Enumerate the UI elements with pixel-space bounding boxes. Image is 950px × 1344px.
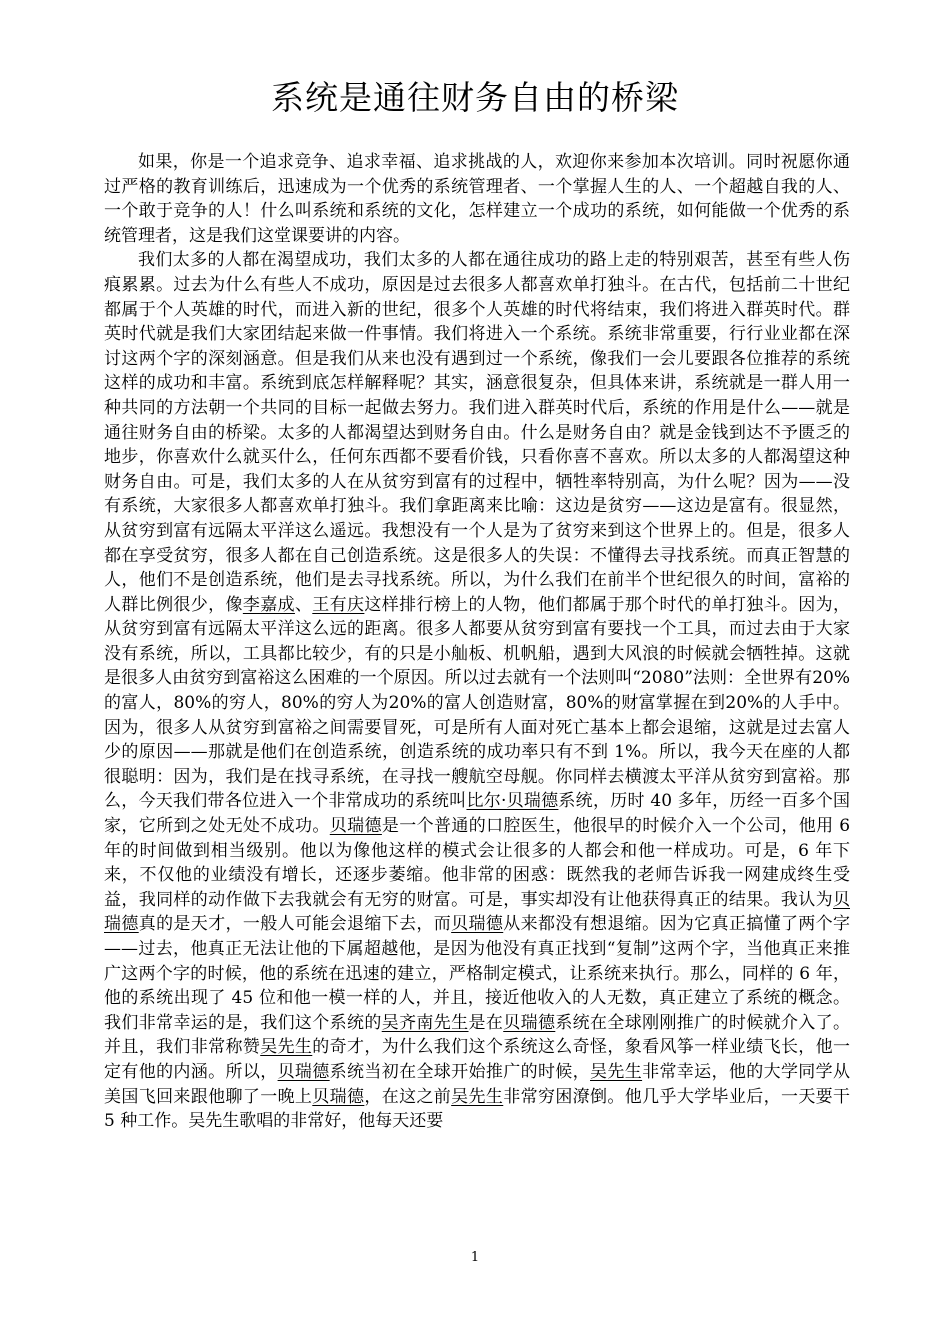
page-number: 1	[470, 1250, 480, 1265]
text-run: 从来都没有想退缩。因为它真正搞懂了两个字——过去，他真正无法让他的下属超越他，是因为他没有真正找到“复制”这两个字，当他真正来推广这两个字的时候，他的系统在迅速的建立，严格制定模式，让系统来执行。那么，同样的 6 年，他的系统出现了 45 位和他一模一样的人，并且，接近他收入的人无数，真正建立了系统的概念。我们非常幸运的是，我们这个系统的	[104, 914, 851, 1033]
text-run: 是在	[468, 1012, 504, 1033]
paragraph	[104, 150, 850, 248]
underlined-name: 吴先生	[590, 1061, 643, 1082]
text-run: 是一个普通的口腔医生，他很早的时候介入一个公司，他用 6 年的时间做到相当级别。他以为像他这样的模式会让很多的人都会和他一样成功。可是，6 年下来，不仅他的业绩没有增长，还逐步萎缩。他非常的困惑：既然我的老师告诉我一网建成终生受益，我同样的动作做下去我就会有无穷的财富。可是，事实却没有让他获得真正的结果。我认为	[104, 816, 851, 910]
page-title: 系统是通往财务自由的桥梁	[271, 78, 679, 117]
underlined-name: 贝瑞德	[312, 1086, 365, 1107]
underlined-name: 李嘉成	[242, 594, 295, 615]
underlined-name: 吴先生	[260, 1037, 313, 1058]
text-run: 非常幸运，他的大学同学从美国飞回来跟他聊了一晚上	[104, 1061, 851, 1107]
text-run: 系统在全球刚刚推广的时候就介入了。并且，我们非常称赞	[104, 1012, 851, 1058]
underlined-name: 贝瑞德	[451, 914, 504, 935]
text-run: 系统，历时 40 多年，历经一百多个国家，它所到之处无处不成功。	[104, 791, 851, 837]
underlined-name: 贝瑞德	[329, 816, 382, 837]
text-run: ，在这之前	[364, 1086, 452, 1107]
text-run: 、	[294, 594, 313, 615]
text-run: 的奇才，为什么我们这个系统这么奇怪，象看风筝一样业绩飞长，他一定有他的内涵。所以，	[104, 1037, 851, 1082]
text-run: 系统当初在全球开始推广的时候，	[329, 1061, 591, 1082]
underlined-name: 贝瑞德	[277, 1061, 330, 1082]
underlined-name: 比尔·贝瑞德	[466, 791, 559, 812]
underlined-name: 吴先生	[451, 1086, 504, 1107]
text-run: 这样排行榜上的人物，他们都属于那个时代的单打独斗。因为，从贫穷到富有远隔太平洋这么远的距离。很多人都要从贫穷到富有要找一个工具，而过去由于大家没有系统，所以，工具都比较少，有的只是小舢板、机帆船，遇到大风浪的时候就会牺牲掉。这就是很多人由贫穷到富裕这么困难的一个原因。所以过去就有一个法则叫“2080”法则：全世界有20%的富人，80%的穷人，80%的穷人为20%的富人创造财富，80%的财富掌握在到20%的人手中。因为，很多人从贫穷到富裕之间需要冒死，可是所有人面对死亡基本上都会退缩，这就是过去富人少的原因——那就是他们在创造系统，创造系统的成功率只有不到 1%。所以，我今天在座的人都很聪明：因为，我们是在找寻系统，在寻找一艘航空母舰。你同样去横渡太平洋从贫穷到富裕。那么，今天我们带各位进入一个非常成功的系统叫	[104, 594, 851, 812]
underlined-name: 贝瑞德	[503, 1012, 556, 1033]
text-run: 非常穷困潦倒。他几乎大学毕业后，一天要干 5 种工作。吴先生歌唱的非常好，他每天还要	[104, 1086, 851, 1132]
underlined-name: 王有庆	[312, 594, 365, 615]
paragraph	[104, 248, 850, 1133]
body-text	[104, 150, 850, 1134]
text-run: 真的是天才，一般人可能会退缩下去，而	[138, 914, 452, 935]
text-run: 我们太多的人都在渴望成功，我们太多的人都在通往成功的路上走的特别艰苦，甚至有些人伤痕累累。过去为什么有些人不成功，原因是过去很多人都喜欢单打独斗。在古代，包括前二十世纪都属于个人英雄的时代，而进入新的世纪，很多个人英雄的时代将结束，我们将进入群英时代。群英时代就是我们大家团结起来做一件事情。我们将进入一个系统。系统非常重要，行行业业都在深讨这两个字的深刻涵意。但是我们从来也没有遇到过一个系统，像我们一会儿要跟各位推荐的系统这样的成功和丰富。系统到底怎样解释呢？其实，涵意很复杂，但具体来讲，系统就是一群人用一种共同的方法朝一个共同的目标一起做去努力。我们进入群英时代后，系统的作用是什么——就是通往财务自由的桥梁。太多的人都渴望达到财务自由。什么是财务自由？就是金钱到达不予匮乏的地步，你喜欢什么就买什么，任何东西都不要看价钱，只看你喜不喜欢。所以太多的人都渴望这种财务自由。可是，我们太多的人在从贫穷到富有的过程中，牺牲率特别高，为什么呢？因为——没有系统，大家很多人都喜欢单打独斗。我们拿距离来比喻：这边是贫穷——这边是富有。很显然，从贫穷到富有远隔太平洋这么遥远。我想没有一个人是为了贫穷来到这个世界上的。但是，很多人都在享受贫穷，很多人都在自己创造系统。这是很多人的失误：不懂得去寻找系统。而真正智慧的人，他们不是创造系统，他们是去寻找系统。所以，为什么我们在前半个世纪很久的时间，富裕的人群比例很少，像	[104, 250, 850, 615]
text-run: 如果，你是一个追求竞争、追求幸福、追求挑战的人，欢迎你来参加本次培训。同时祝愿你通过严格的教育训练后，迅速成为一个优秀的系统管理者、一个掌握人生的人、一个超越自我的人、一个敢于竞争的人！什么叫系统和系统的文化，怎样建立一个成功的系统，如何能做一个优秀的系统管理者，这是我们这堂课要讲的内容。	[104, 152, 850, 246]
underlined-name: 贝瑞德	[104, 889, 850, 935]
underlined-name: 吴齐南先生	[381, 1012, 469, 1033]
